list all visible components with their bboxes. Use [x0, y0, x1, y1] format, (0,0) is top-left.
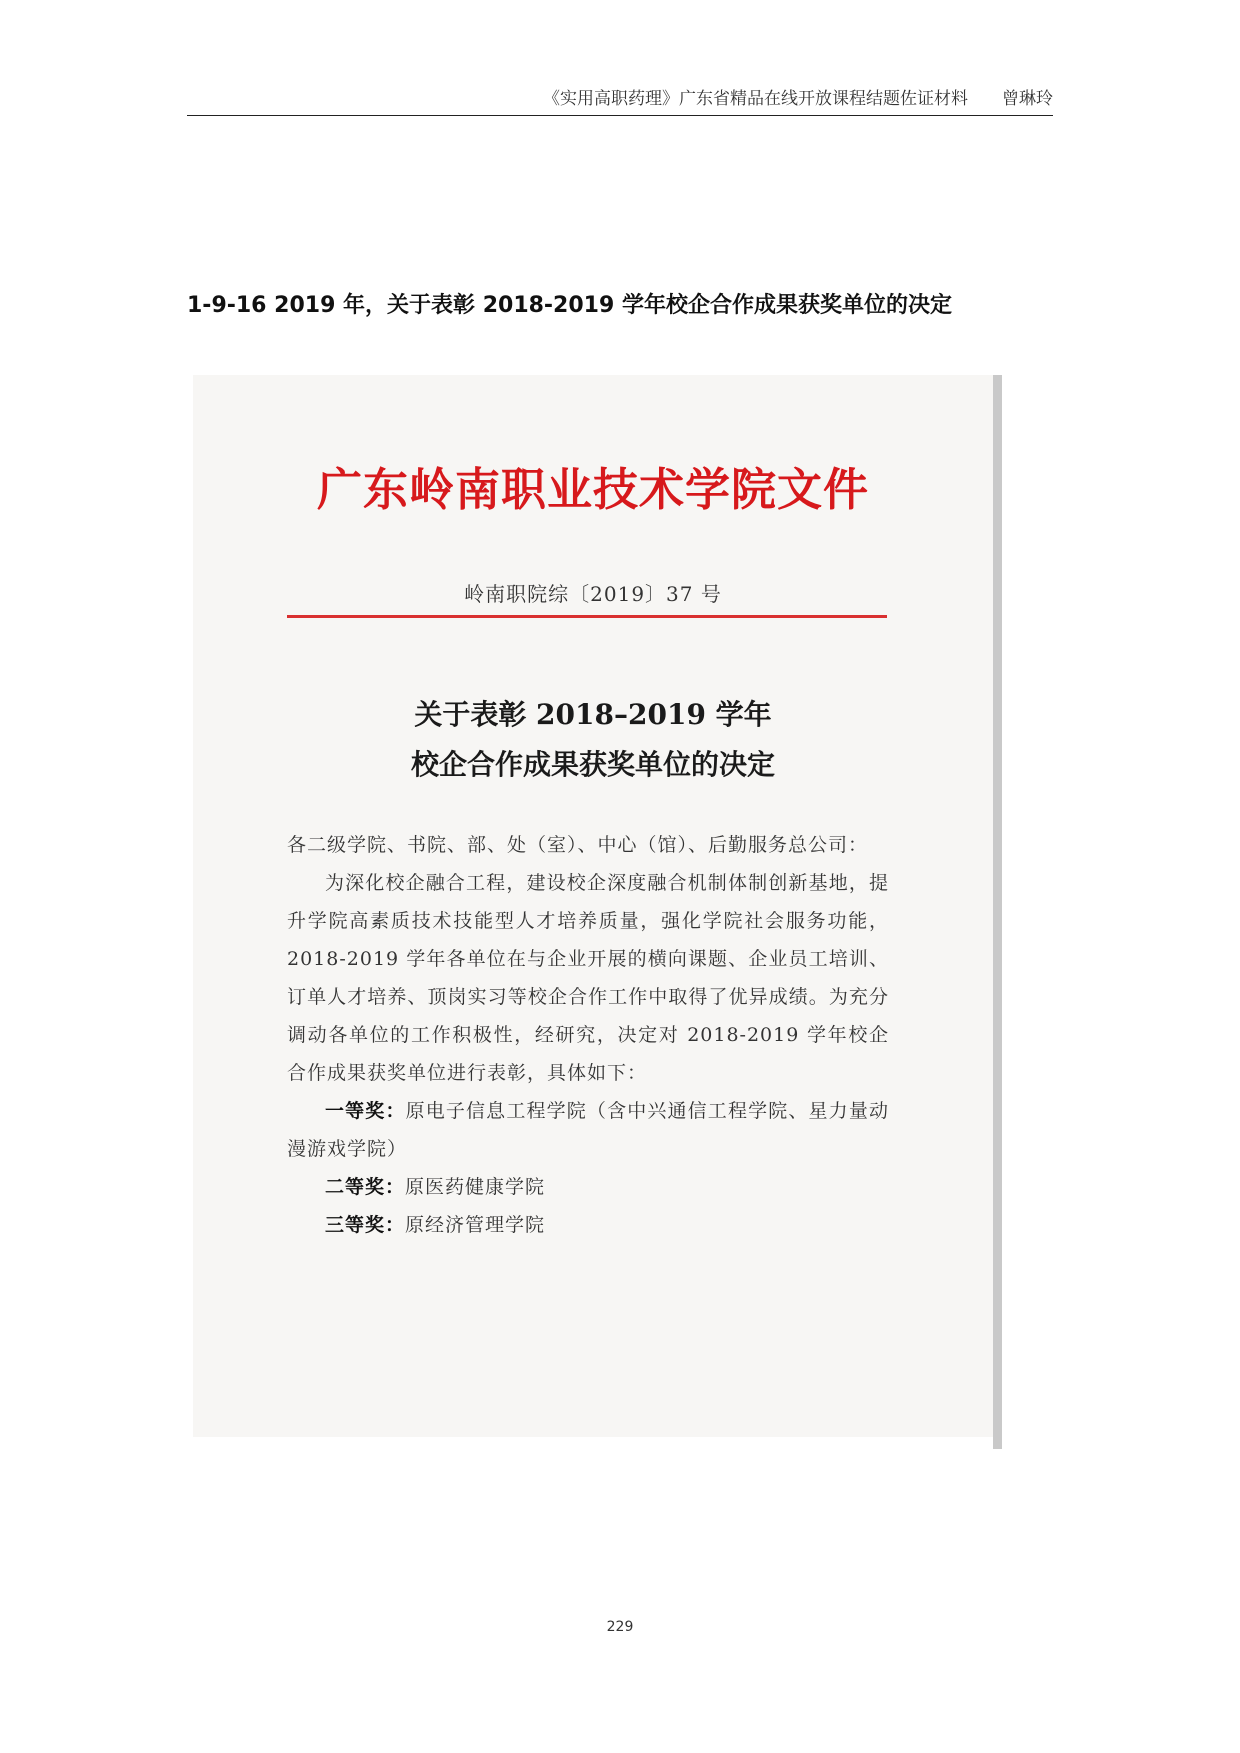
- scanned-document: [193, 375, 993, 1437]
- award-second: [287, 1168, 889, 1206]
- red-divider: [287, 615, 887, 618]
- page-number: 229: [606, 1619, 634, 1635]
- award-third-label: 三等奖：: [325, 1214, 406, 1236]
- salutation: 各二级学院、书院、部、处（室）、中心（馆）、后勤服务总公司：: [287, 834, 869, 856]
- page-header: [187, 84, 1053, 116]
- body-paragraph: 为深化校企融合工程，建设校企深度融合机制体制创新基地，提升学院高素质技术技能型人才培养质量，强化学院社会服务功能，2018-2019 学年各单位在与企业开展的横向课题、企业员工培训、订单人才培养、顶岗实习等校企合作工作中取得了优异成绩。为充分调动各单位的工作积极性，经研究，决定对 2018-2019 学年校企合作成果获奖单位进行表彰，具体如下：: [287, 872, 889, 1084]
- document-title-line-1: 关于表彰 2018–2019 学年: [414, 698, 772, 731]
- document-body: [287, 826, 889, 1244]
- document-letterhead: 广东岭南职业技术学院文件: [316, 463, 869, 516]
- header-course-text: 《实用高职药理》广东省精品在线开放课程结题佐证材料: [543, 89, 968, 109]
- document-title-line-2: 校企合作成果获奖单位的决定: [410, 748, 775, 781]
- award-second-label: 二等奖：: [325, 1176, 406, 1198]
- header-author: 曾琳玲: [1002, 89, 1053, 109]
- award-second-value: 原医药健康学院: [405, 1176, 546, 1198]
- award-first-label: 一等奖：: [325, 1100, 406, 1122]
- award-third: [287, 1206, 889, 1244]
- award-first-value: 原电子信息工程学院（含中兴通信工程学院、星力量动漫游戏学院）: [287, 1100, 889, 1160]
- award-third-value: 原经济管理学院: [405, 1214, 546, 1236]
- award-first: [287, 1092, 889, 1168]
- scan-shadow-edge: [993, 375, 1002, 1449]
- section-title: 1-9-16 2019 年，关于表彰 2018-2019 学年校企合作成果获奖单位的决定: [187, 293, 952, 318]
- document-number: 岭南职院综〔2019〕37 号: [464, 582, 722, 606]
